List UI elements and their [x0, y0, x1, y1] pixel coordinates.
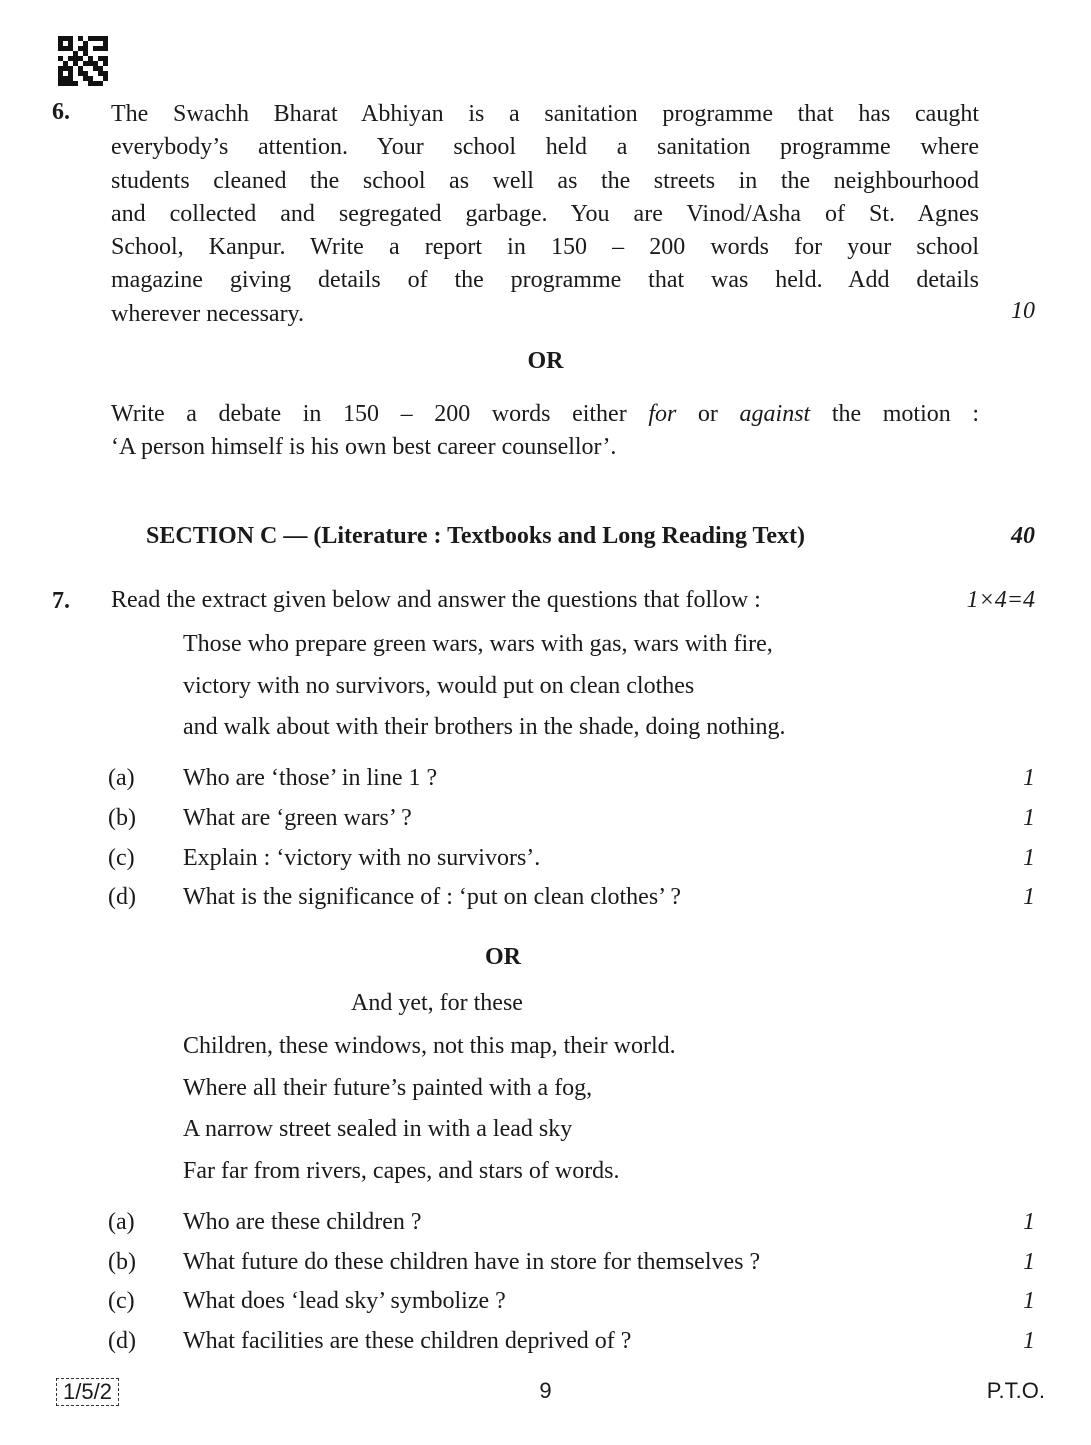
extract-line: Those who prepare green wars, wars with gas, wars with fire,	[183, 631, 773, 657]
sub-question-text: What future do these children have in store for themselves ?	[183, 1249, 761, 1275]
sub-question-text: What are ‘green wars’ ?	[183, 805, 412, 831]
question-6-line: everybody’s attention. Your school held a sanitation programme where	[111, 134, 979, 161]
sub-question-label: (a)	[108, 765, 135, 791]
sub-question-label: (d)	[108, 1328, 136, 1354]
sub-question-text: What facilities are these children deprived of ?	[183, 1328, 632, 1354]
sub-question-marks: 1	[1023, 805, 1035, 831]
section-c-marks: 40	[1011, 523, 1035, 549]
sub-question-text: What does ‘lead sky’ symbolize ?	[183, 1288, 506, 1314]
extract-line: victory with no survivors, would put on clean clothes	[183, 672, 695, 699]
sub-question-marks: 1	[1023, 1209, 1035, 1235]
sub-question-label: (c)	[108, 845, 135, 871]
or-divider: OR	[527, 348, 564, 374]
sub-question-label: (c)	[108, 1288, 135, 1314]
sub-question-text: What is the significance of : ‘put on clean clothes’ ?	[183, 884, 682, 910]
extract-line: Far far from rivers, capes, and stars of words.	[183, 1157, 620, 1184]
extract-2	[183, 1026, 676, 1192]
sub-question-text: Who are ‘those’ in line 1 ?	[183, 765, 438, 791]
page-number: 9	[539, 1378, 552, 1403]
extract-line: Children, these windows, not this map, their world.	[183, 1033, 676, 1059]
sub-question-label: (b)	[108, 1249, 136, 1275]
question-6-line: wherever necessary.	[111, 300, 304, 327]
extract-line: Where all their future’s painted with a fog,	[183, 1074, 593, 1101]
question-6-marks: 10	[1011, 298, 1035, 324]
extract-2-first-line: And yet, for these	[351, 990, 523, 1016]
question-6-line: and collected and segregated garbage. You are Vinod/Asha of St. Agnes	[111, 200, 979, 227]
extract-line: and walk about with their brothers in the shade, doing nothing.	[183, 714, 786, 740]
alternative-line-1: Write a debate in 150 – 200 words either for or against the motion :	[111, 401, 980, 427]
alternative-line-2: ‘A person himself is his own best career counsellor’.	[111, 434, 617, 461]
sub-question-marks: 1	[1023, 1249, 1035, 1275]
extract-line: A narrow street sealed in with a lead sky	[183, 1116, 573, 1142]
sub-question-marks: 1	[1023, 845, 1035, 871]
sub-question-marks: 1	[1023, 765, 1035, 791]
sub-question-label: (a)	[108, 1209, 135, 1235]
sub-question-label: (d)	[108, 884, 136, 910]
or-divider: OR	[485, 944, 521, 970]
sub-question-label: (b)	[108, 805, 136, 831]
question-7-marks: 1×4=4	[966, 587, 1035, 613]
extract-1	[183, 624, 786, 749]
sub-question-text: Who are these children ?	[183, 1209, 422, 1235]
sub-question-marks: 1	[1023, 884, 1035, 910]
qr-code-icon	[58, 36, 108, 86]
sub-question-text: Explain : ‘victory with no survivors’.	[183, 845, 541, 871]
sub-question-marks: 1	[1023, 1288, 1035, 1314]
question-7-instruction: Read the extract given below and answer the questions that follow :	[111, 587, 761, 613]
please-turn-over: P.T.O.	[986, 1378, 1045, 1403]
question-6-line: students cleaned the school as well as the streets in the neighbourhood	[111, 167, 979, 194]
question-6-text	[111, 98, 979, 331]
question-7-number: 7.	[52, 588, 70, 614]
question-6-line: The Swachh Bharat Abhiyan is a sanitation programme that has caught	[111, 101, 979, 127]
section-c-title: SECTION C — (Literature : Textbooks and Long Reading Text)	[146, 523, 805, 549]
question-6-alternative	[111, 398, 979, 465]
sub-question-marks: 1	[1023, 1328, 1035, 1354]
paper-code: 1/5/2	[56, 1378, 119, 1406]
question-6-line: magazine giving details of the programme that was held. Add details	[111, 267, 979, 294]
question-6-line: School, Kanpur. Write a report in 150 – 200 words for your school	[111, 234, 979, 261]
question-6-number: 6.	[52, 99, 70, 125]
